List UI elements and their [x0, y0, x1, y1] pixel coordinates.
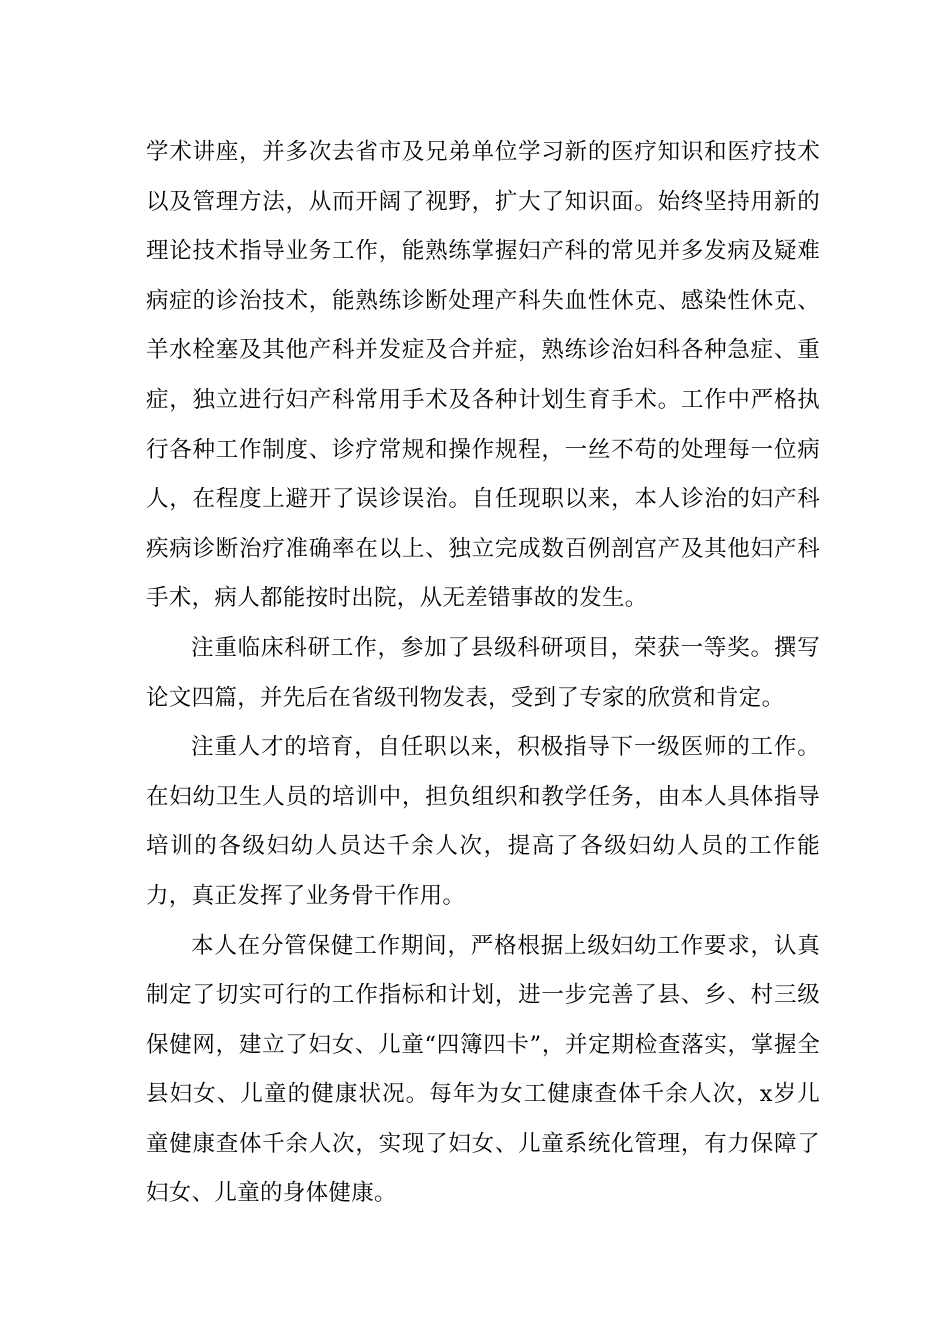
paragraph-continuation: 学术讲座，并多次去省市及兄弟单位学习新的医疗知识和医疗技术以及管理方法，从而开阔了视野，扩大了知识面。始终坚持用新的理论技术指导业务工作，能熟练掌握妇产科的常见并多发病及疑难病症的诊治技术，能熟练诊断处理产科失血性休克、感染性休克、羊水栓塞及其他产科并发症及合并症，熟练诊治妇科各种急症、重症，独立进行妇产科常用手术及各种计划生育手术。工作中严格执行各种工作制度、诊疗常规和操作规程，一丝不苟的处理每一位病人，在程度上避开了误诊误治。自任现职以来，本人诊治的妇产科疾病诊断治疗准确率在以上、独立完成数百例剖宫产及其他妇产科手术，病人都能按时出院，从无差错事故的发生。 — [146, 139, 820, 612]
paragraph-training: 注重人才的培育，自任职以来，积极指导下一级医师的工作。在妇幼卫生人员的培训中，担负组织和教学任务，由本人具体指导培训的各级妇幼人员达千余人次，提高了各级妇幼人员的工作能力，真正发挥了业务骨干作用。 — [146, 734, 820, 909]
paragraph-research: 注重临床科研工作，参加了县级科研项目，荣获一等奖。撰写论文四篇，并先后在省级刊物发表，受到了专家的欣赏和肯定。 — [146, 634, 820, 711]
paragraph-healthcare: 本人在分管保健工作期间，严格根据上级妇幼工作要求，认真制定了切实可行的工作指标和计划，进一步完善了县、乡、村三级保健网，建立了妇女、儿童“四簿四卡”，并定期检查落实，掌握全县妇女、儿童的健康状况。每年为女工健康查体千余人次，x岁儿童健康查体千余人次，实现了妇女、儿童系统化管理，有力保障了妇女、儿童的身体健康。 — [146, 932, 820, 1207]
document-body — [146, 128, 820, 1219]
